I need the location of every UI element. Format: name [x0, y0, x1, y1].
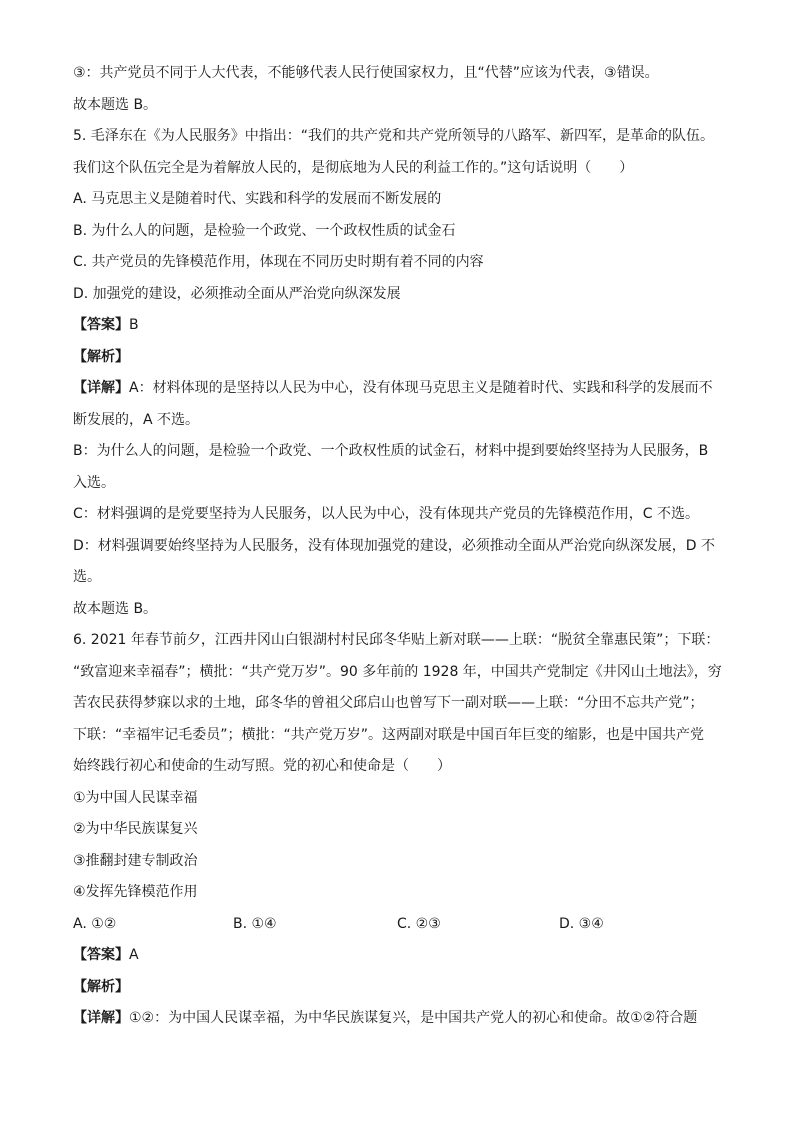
q4-conclusion: 故本题选 B。: [73, 96, 158, 113]
q4-analysis-item-3: ③：共产党员不同于人大代表，不能够代表人民行使国家权力，且“代替”应该为代表，③错误。: [73, 65, 659, 81]
q6-item-2: ②为中华民族谋复兴: [73, 821, 198, 837]
q6-answer-value: A: [129, 947, 139, 963]
q6-stem-line-1: 6. 2021 年春节前夕，江西井冈山白银湖村村民邱冬华贴上新对联——上联：“脱贫全靠惠民策”；下联：: [73, 632, 720, 648]
q5-answer-value: B: [129, 317, 139, 333]
q6-item-1: ①为中国人民谋幸福: [73, 789, 198, 806]
q5-option-a: A. 马克思主义是随着时代、实践和科学的发展而不断发展的: [73, 191, 442, 207]
q6-stem-line-4: 下联：“幸福牢记毛委员”；横批：“共产党万岁”。这两副对联是中国百年巨变的缩影，也是中国共产党: [73, 726, 705, 743]
q6-choice-b: B. ①④: [233, 915, 277, 932]
q6-analysis-tag: 【解析】: [73, 978, 129, 995]
q5-detail-tag: 【详解】: [73, 380, 129, 396]
q5-detail-a-line-1: [73, 373, 723, 405]
q6-item-4: ④发挥先锋模范作用: [73, 884, 198, 900]
q6-detail-line-1: [73, 1003, 723, 1035]
q5-analysis-tag: 【解析】: [73, 348, 129, 365]
q5-stem-line-2: 我们这个队伍完全是为着解放人民的，是彻底地为人民的利益工作的。”这句话说明（ ）: [73, 159, 634, 176]
q5-stem-line-1: 5. 毛泽东在《为人民服务》中指出：“我们的共产党和共产党所领导的八路军、新四军，是革命的队伍。: [73, 128, 715, 144]
q6-item-3: ③推翻封建专制政治: [73, 852, 198, 869]
q6-choices: [73, 909, 723, 941]
q6-answer: [73, 940, 723, 972]
document-page: [73, 58, 723, 1035]
q5-option-d: D. 加强党的建设，必须推动全面从严治党向纵深发展: [73, 285, 401, 302]
q5-detail-d-line-2: 选。: [73, 569, 101, 585]
q6-answer-tag: 【答案】: [73, 947, 129, 963]
q5-option-b: B. 为什么人的问题，是检验一个政党、一个政权性质的试金石: [73, 222, 456, 239]
q6-detail-text: ①②：为中国人民谋幸福，为中华民族谋复兴，是中国共产党人的初心和使命。故①②符合题: [129, 1010, 698, 1026]
q5-answer-tag: 【答案】: [73, 317, 129, 333]
q6-choice-c: C. ②③: [397, 915, 441, 932]
q5-detail-a-line-2: 断发展的，A 不选。: [73, 411, 200, 428]
q5-answer: [73, 310, 723, 342]
q5-option-c: C. 共产党员的先锋模范作用，体现在不同历史时期有着不同的内容: [73, 254, 484, 270]
q6-stem-line-2: “致富迎来幸福春”；横批：“共产党万岁”。90 多年前的 1928 年，中国共产党制定《井冈山土地法》，穷: [73, 663, 722, 680]
q6-detail-tag: 【详解】: [73, 1010, 129, 1026]
q6-stem-line-3: 苦农民获得梦寐以求的土地，邱冬华的曾祖父邱启山也曾写下一副对联——上联：“分田不忘共产党”；: [73, 695, 704, 711]
q5-detail-c: C：材料强调的是党要坚持为人民服务，以人民为中心，没有体现共产党员的先锋模范作用，C 不选。: [73, 506, 699, 522]
q5-detail-b-line-2: 入选。: [73, 474, 115, 491]
q5-detail-d-line-1: D：材料强调要始终坚持为人民服务，没有体现加强党的建设，必须推动全面从严治党向纵深发展，D 不: [73, 537, 716, 554]
q5-detail-a-text: A：材料体现的是坚持以人民为中心，没有体现马克思主义是随着时代、实践和科学的发展而不: [129, 380, 713, 396]
q6-choice-a: A. ①②: [73, 915, 117, 932]
q6-choice-d: D. ③④: [559, 915, 604, 932]
q5-detail-b-line-1: B：为什么人的问题，是检验一个政党、一个政权性质的试金石，材料中提到要始终坚持为人民服务，B: [73, 443, 709, 459]
q5-conclusion: 故本题选 B。: [73, 600, 158, 617]
q6-stem-line-5: 始终践行初心和使命的生动写照。党的初心和使命是（ ）: [73, 758, 451, 774]
